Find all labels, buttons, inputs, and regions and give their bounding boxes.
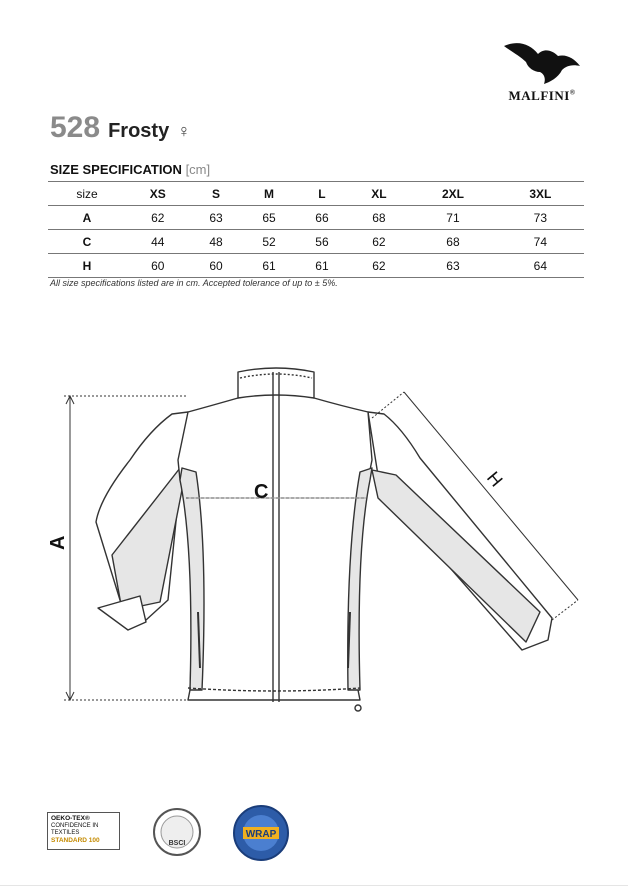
table-cell: 73 <box>497 206 584 230</box>
row-label: C <box>48 230 126 254</box>
left-cuff <box>98 596 146 630</box>
size-table <box>48 181 584 278</box>
column-header: XL <box>348 182 409 206</box>
table-cell: 68 <box>348 206 409 230</box>
table-cell: 66 <box>295 206 348 230</box>
brand-logo <box>492 38 592 104</box>
column-header: size <box>48 182 126 206</box>
table-cell: 74 <box>497 230 584 254</box>
column-header: XS <box>126 182 190 206</box>
table-cell: 44 <box>126 230 190 254</box>
row-label: A <box>48 206 126 230</box>
table-cell: 62 <box>348 230 409 254</box>
table-header-row <box>48 182 584 206</box>
column-header: L <box>295 182 348 206</box>
table-cell: 48 <box>190 230 243 254</box>
table-cell: 68 <box>409 230 496 254</box>
product-name: Frosty <box>108 120 170 142</box>
eagle-icon <box>500 38 584 86</box>
table-cell: 62 <box>126 206 190 230</box>
brand-name: MALFINI® <box>508 88 576 103</box>
table-cell: 61 <box>243 254 296 278</box>
column-header: S <box>190 182 243 206</box>
table-cell: 63 <box>409 254 496 278</box>
table-cell: 62 <box>348 254 409 278</box>
jacket-diagram <box>0 350 628 730</box>
column-header: 3XL <box>497 182 584 206</box>
svg-text:WRAP: WRAP <box>245 829 277 840</box>
table-cell: 56 <box>295 230 348 254</box>
product-title <box>50 111 191 145</box>
dimension-c-label: C <box>254 481 269 503</box>
footer-divider <box>0 885 628 886</box>
table-row <box>48 254 584 278</box>
table-row <box>48 206 584 230</box>
right-sleeve-panel <box>372 467 540 642</box>
table-cell: 52 <box>243 230 296 254</box>
jacket-body <box>178 390 372 700</box>
dimension-a-label: A <box>47 535 69 550</box>
tolerance-note: All size specifications listed are in cm. Accepted tolerance of up to ± 5%. <box>50 278 338 288</box>
female-icon: ♀ <box>177 121 191 141</box>
table-cell: 63 <box>190 206 243 230</box>
wrap-badge <box>232 804 290 862</box>
collar <box>238 368 314 398</box>
table-cell: 60 <box>126 254 190 278</box>
dimension-h-label: H <box>482 467 507 491</box>
table-cell: 71 <box>409 206 496 230</box>
oeko-tex-badge: OEKO-TEX® CONFIDENCE IN TEXTILES STANDARD 100 <box>47 812 120 850</box>
spec-heading: SIZE SPECIFICATION [cm] <box>50 162 211 177</box>
table-cell: 64 <box>497 254 584 278</box>
svg-text:BSCI: BSCI <box>168 840 186 847</box>
table-cell: 61 <box>295 254 348 278</box>
column-header: 2XL <box>409 182 496 206</box>
table-row <box>48 230 584 254</box>
bsci-badge <box>152 807 202 857</box>
column-header: M <box>243 182 296 206</box>
table-cell: 65 <box>243 206 296 230</box>
spec-unit: [cm] <box>185 162 211 177</box>
product-code: 528 <box>50 111 101 144</box>
row-label: H <box>48 254 126 278</box>
table-cell: 60 <box>190 254 243 278</box>
